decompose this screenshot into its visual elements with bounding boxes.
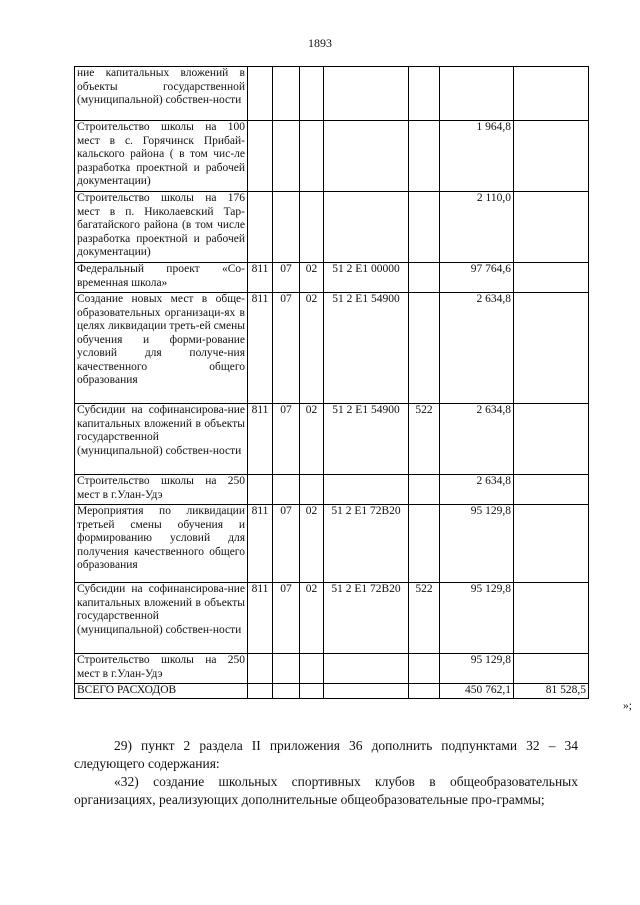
row-pr-cell bbox=[300, 475, 324, 505]
row-rz-cell bbox=[273, 121, 300, 192]
row-pr-cell: 02 bbox=[300, 505, 324, 583]
table-row bbox=[75, 475, 589, 505]
row-rz-cell bbox=[273, 475, 300, 505]
total-label: ВСЕГО РАСХОДОВ bbox=[75, 684, 248, 699]
row-name-cell: ние капитальных вложений в объекты государственной (муниципальной) собствен-ности bbox=[75, 67, 248, 121]
row-amount-cell: 95 129,8 bbox=[440, 505, 514, 583]
row-pr-cell: 02 bbox=[300, 404, 324, 475]
row-pr-cell bbox=[300, 67, 324, 121]
row-vr-cell bbox=[409, 121, 440, 192]
total-amount: 450 762,1 bbox=[440, 684, 514, 699]
row-name-cell: Строительство школы на 100 мест в с. Горячинск Прибай-кальского района ( в том чис-ле разработка проектной и рабочей документации) bbox=[75, 121, 248, 192]
row-csr-cell: 51 2 E1 72B20 bbox=[324, 583, 409, 654]
table-body bbox=[75, 67, 589, 699]
row-csr-cell bbox=[324, 475, 409, 505]
row-csr-cell bbox=[324, 192, 409, 263]
row-pr-cell bbox=[300, 192, 324, 263]
row-csr-cell bbox=[324, 121, 409, 192]
row-amount-cell bbox=[440, 67, 514, 121]
empty-cell bbox=[409, 684, 440, 699]
row-rz-cell: 07 bbox=[273, 263, 300, 293]
row-rz-cell bbox=[273, 67, 300, 121]
row-amount2-cell bbox=[514, 67, 589, 121]
total-row bbox=[75, 684, 589, 699]
row-vr-cell bbox=[409, 293, 440, 404]
row-pr-cell: 02 bbox=[300, 263, 324, 293]
row-amount-cell: 2 634,8 bbox=[440, 404, 514, 475]
row-csr-cell: 51 2 E1 00000 bbox=[324, 263, 409, 293]
row-name-cell: Строительство школы на 176 мест в п. Николаевский Тар-багатайского района (в том числе разработка проектной и рабочей документации) bbox=[75, 192, 248, 263]
row-vr-cell bbox=[409, 654, 440, 684]
row-amount-cell: 95 129,8 bbox=[440, 654, 514, 684]
row-rz-cell: 07 bbox=[273, 293, 300, 404]
row-amount-cell: 95 129,8 bbox=[440, 583, 514, 654]
row-grbs-cell bbox=[248, 67, 273, 121]
row-csr-cell bbox=[324, 67, 409, 121]
row-pr-cell bbox=[300, 121, 324, 192]
row-grbs-cell bbox=[248, 475, 273, 505]
row-vr-cell: 522 bbox=[409, 404, 440, 475]
row-rz-cell: 07 bbox=[273, 505, 300, 583]
empty-cell bbox=[273, 684, 300, 699]
row-amount2-cell bbox=[514, 654, 589, 684]
table-row bbox=[75, 505, 589, 583]
body-text bbox=[74, 737, 578, 809]
row-rz-cell: 07 bbox=[273, 583, 300, 654]
row-rz-cell: 07 bbox=[273, 404, 300, 475]
row-amount2-cell bbox=[514, 475, 589, 505]
row-grbs-cell bbox=[248, 121, 273, 192]
row-grbs-cell: 811 bbox=[248, 505, 273, 583]
table-row bbox=[75, 67, 589, 121]
row-amount-cell: 2 634,8 bbox=[440, 293, 514, 404]
closing-quote: »; bbox=[623, 700, 632, 712]
empty-cell bbox=[300, 684, 324, 699]
row-pr-cell bbox=[300, 654, 324, 684]
table-row bbox=[75, 293, 589, 404]
row-rz-cell bbox=[273, 192, 300, 263]
total-amount-2: 81 528,5 bbox=[514, 684, 589, 699]
row-amount2-cell bbox=[514, 263, 589, 293]
row-amount2-cell bbox=[514, 293, 589, 404]
row-amount-cell: 2 634,8 bbox=[440, 475, 514, 505]
table-row bbox=[75, 192, 589, 263]
row-amount-cell: 2 110,0 bbox=[440, 192, 514, 263]
row-amount2-cell bbox=[514, 505, 589, 583]
row-name-cell: Мероприятия по ликвидации третьей смены обучения и формированию условий для получения качественного общего образования bbox=[75, 505, 248, 583]
row-csr-cell: 51 2 E1 72B20 bbox=[324, 505, 409, 583]
row-csr-cell: 51 2 E1 54900 bbox=[324, 293, 409, 404]
paragraph: 29) пункт 2 раздела II приложения 36 дополнить подпунктами 32 – 34 следующего содержания: bbox=[74, 738, 578, 771]
empty-cell bbox=[248, 684, 273, 699]
row-name-cell: Строительство школы на 250 мест в г.Улан-Удэ bbox=[75, 654, 248, 684]
row-grbs-cell: 811 bbox=[248, 404, 273, 475]
page-number: 1893 bbox=[308, 36, 332, 50]
row-name-cell: Субсидии на софинансирова-ние капитальных вложений в объекты государственной (муниципальной) собствен-ности bbox=[75, 404, 248, 475]
row-vr-cell bbox=[409, 67, 440, 121]
row-csr-cell bbox=[324, 654, 409, 684]
budget-table bbox=[74, 66, 589, 699]
row-name-cell: Строительство школы на 250 мест в г.Улан-Удэ bbox=[75, 475, 248, 505]
row-pr-cell: 02 bbox=[300, 583, 324, 654]
table-row bbox=[75, 583, 589, 654]
row-amount2-cell bbox=[514, 121, 589, 192]
row-name-cell: Субсидии на софинансирова-ние капитальных вложений в объекты государственной (муниципальной) собствен-ности bbox=[75, 583, 248, 654]
paragraph: «32) создание школьных спортивных клубов в общеобразовательных организациях, реализующих дополнительные общеобразовательные про-граммы; bbox=[74, 774, 578, 807]
row-vr-cell bbox=[409, 505, 440, 583]
row-vr-cell: 522 bbox=[409, 583, 440, 654]
row-amount-cell: 97 764,6 bbox=[440, 263, 514, 293]
row-amount2-cell bbox=[514, 192, 589, 263]
row-grbs-cell: 811 bbox=[248, 293, 273, 404]
row-grbs-cell: 811 bbox=[248, 263, 273, 293]
row-grbs-cell bbox=[248, 192, 273, 263]
row-pr-cell: 02 bbox=[300, 293, 324, 404]
row-vr-cell bbox=[409, 475, 440, 505]
row-vr-cell bbox=[409, 263, 440, 293]
row-name-cell: Создание новых мест в обще-образовательных организаци-ях в целях ликвидации треть-ей смены обучения и форми-рование условий для получе-ния качественного общего образования bbox=[75, 293, 248, 404]
table-row bbox=[75, 121, 589, 192]
row-grbs-cell bbox=[248, 654, 273, 684]
table-row bbox=[75, 654, 589, 684]
row-grbs-cell: 811 bbox=[248, 583, 273, 654]
row-vr-cell bbox=[409, 192, 440, 263]
row-csr-cell: 51 2 E1 54900 bbox=[324, 404, 409, 475]
empty-cell bbox=[324, 684, 409, 699]
row-name-cell: Федеральный проект «Со-временная школа» bbox=[75, 263, 248, 293]
row-amount2-cell bbox=[514, 404, 589, 475]
row-rz-cell bbox=[273, 654, 300, 684]
table-row bbox=[75, 263, 589, 293]
row-amount2-cell bbox=[514, 583, 589, 654]
table-row bbox=[75, 404, 589, 475]
row-amount-cell: 1 964,8 bbox=[440, 121, 514, 192]
